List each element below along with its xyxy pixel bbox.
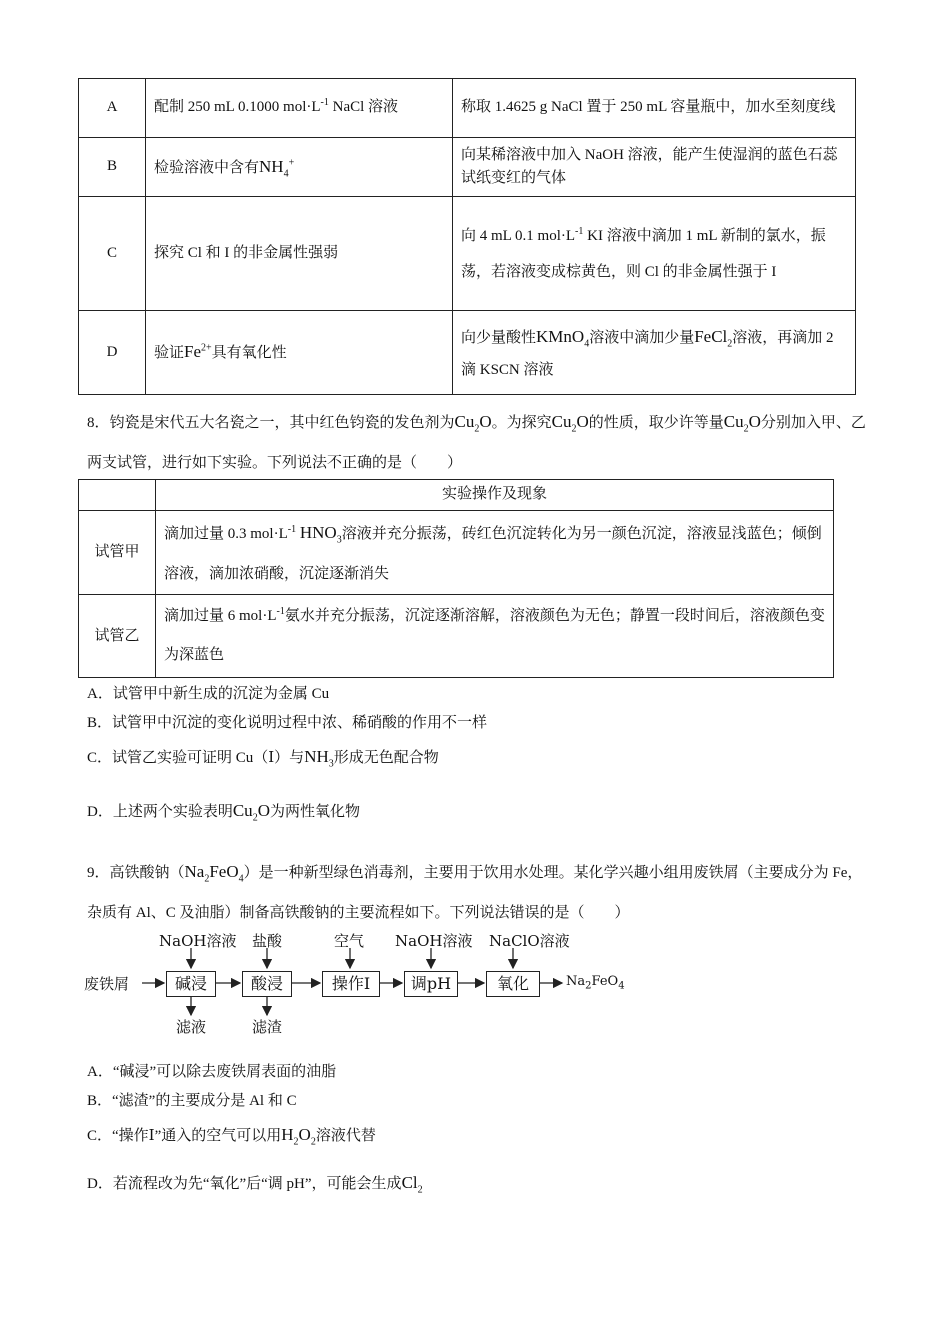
table-row [79,138,856,197]
row-operation: 称取 1.4625 g NaCl 置于 250 mL 容量瓶中，加水至刻度线 [453,79,856,138]
flow-box-operation-1: 操作Ⅰ [322,971,380,997]
row-label: 试管乙 [79,595,156,678]
experiment-table-1 [78,78,856,395]
table-row [79,79,856,138]
row-purpose: 验证$Fe^{2+}$具有氧化性 [146,311,453,395]
table-row [79,197,856,311]
flow-input-hcl: 盐酸 [252,932,283,950]
row-operation: 向少量酸性KMnO$_4$溶液中滴加少量FeCl$_2$溶液，再滴加 2 滴 KSCN 溶液 [453,311,856,395]
row-content: 滴加过量 0.3 $mol\cdot L^{-1}$ $HNO_3$溶液并充分振荡，砖红色沉淀转化为另一颜色沉淀，溶液显浅蓝色；倾倒溶液，滴加浓硝酸，沉淀逐渐消失 [156,511,834,595]
q9-option-c: C．“操作Ⅰ”通入的空气可以用$H_2O_2$溶液代替 [87,1125,376,1148]
row-label: C [79,197,146,311]
table-header-row [79,480,834,511]
table-header: 实验操作及现象 [156,480,834,511]
table-row [79,595,834,678]
flow-input-naoh-2: NaOH溶液 [395,932,473,950]
q9-option-a: A．“碱浸”可以除去废铁屑表面的油脂 [87,1064,337,1080]
row-label: B [79,138,146,197]
row-operation: 向某稀溶液中加入 NaOH 溶液，能产生使湿润的蓝色石蕊试纸变红的气体 [453,138,856,197]
table-row [79,511,834,595]
q8-option-b: B．试管甲中沉淀的变化说明过程中浓、稀硝酸的作用不一样 [87,715,488,731]
row-purpose: 检验溶液中含有$NH_4^+$ [146,138,453,197]
flow-output-residue: 滤渣 [252,1018,283,1036]
q9-option-d: D．若流程改为先“氧化”后“调 pH”，可能会生成$Cl_2$ [87,1173,423,1196]
flow-box-acid-leach: 酸浸 [242,971,292,997]
flow-box-oxidation: 氧化 [486,971,540,997]
row-operation: 向 4 mL 0.1 $mol\cdot L^{-1}$ KI 溶液中滴加 1 mL 新制的氯水，振荡，若溶液变成棕黄色，则 Cl 的非金属性强于 I [453,197,856,311]
question-9-stem: 9．高铁酸钠$(Na_2FeO_4)$是一种新型绿色消毒剂，主要用于饮用水处理。某化学兴趣小组用废铁屑（主要成分为 Fe，杂质有 Al、C 及油脂）制备高铁酸钠的主要流程如下。下列说法错误的是（ ） [87,862,863,922]
header-empty-cell [79,480,156,511]
flow-output-filtrate: 滤液 [176,1018,207,1036]
flow-input-naoh: NaOH溶液 [159,932,237,950]
flow-box-adjust-ph: 调pH [404,971,458,997]
process-flow-diagram [84,928,644,1038]
row-content: 滴加过量 6 $mol\cdot L^{-1}$氨水并充分振荡，沉淀逐渐溶解，溶液颜色为无色；静置一段时间后，溶液颜色变为深蓝色 [156,595,834,678]
row-label: A [79,79,146,138]
flow-input-naclo: NaClO溶液 [489,932,570,950]
flow-input-air: 空气 [334,932,365,950]
table-row [79,311,856,395]
flow-product-label: $Na_2FeO_4$ [566,974,625,992]
row-purpose: 配制 250 mL 0.1000 $mol\cdot L^{-1}$ NaCl 溶液 [146,79,453,138]
question-8-stem: 8．钧瓷是宋代五大名瓷之一，其中红色钧瓷的发色剂为$Cu_2O$。为探究$Cu_2O$的性质，取少许等量$Cu_2O$分别加入甲、乙两支试管，进行如下实验。下列说法不正确的是（ ） [87,412,866,472]
q8-option-a: A．试管甲中新生成的沉淀为金属 Cu [87,686,330,702]
row-purpose: 探究 Cl 和 I 的非金属性强弱 [146,197,453,311]
experiment-table-2 [78,479,834,678]
flow-start-label: 废铁屑 [84,975,130,993]
q8-option-d: D．上述两个实验表明$Cu_2O$为两性氧化物 [87,801,360,824]
flow-box-alkali-leach: 碱浸 [166,971,216,997]
q8-option-c: C．试管乙实验可证明 Cu（Ⅰ）与$NH_3$形成无色配合物 [87,747,439,770]
row-label: D [79,311,146,395]
q9-option-b: B．“滤渣”的主要成分是 Al 和 C [87,1093,297,1109]
row-label: 试管甲 [79,511,156,595]
